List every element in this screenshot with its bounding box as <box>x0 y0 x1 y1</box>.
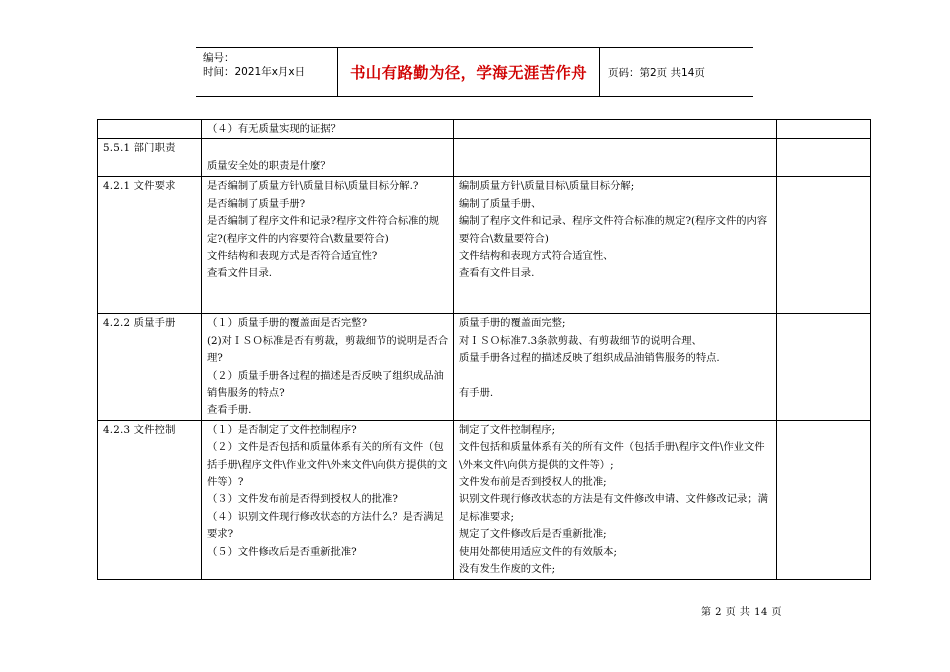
question-line: （１）质量手册的覆盖面是否完整? <box>207 317 367 330</box>
answer-line: 编制了质量手册、 <box>459 197 542 210</box>
question-cell <box>202 314 454 420</box>
audit-checklist-table <box>97 119 871 580</box>
section-label: 4.2.3 文件控制 <box>103 423 176 436</box>
remark-cell <box>777 420 871 579</box>
question-line: （５）文件修改后是否重新批准? <box>207 545 357 558</box>
answer-cell <box>454 420 777 579</box>
answer-line: 规定了文件修改后是否重新批准; <box>459 528 607 541</box>
table-row <box>98 139 871 177</box>
answer-line: 文件结构和表现方式符合适宜性、 <box>459 250 614 263</box>
answer-line: 有手册. <box>459 387 494 400</box>
section-cell <box>98 314 202 420</box>
question-line: （１）是否制定了文件控制程序? <box>207 423 357 436</box>
page-footer: 第 2 页 共 14 页 <box>701 607 782 618</box>
answer-line: 编制了程序文件和记录、程序文件符合标准的规定?(程序文件的内容要符合\数量要符合) <box>459 215 768 245</box>
answer-line: 编制质量方针\质量目标\质量目标分解; <box>459 180 635 193</box>
header-meta <box>196 48 338 96</box>
answer-line: 质量手册的覆盖面完整; <box>459 317 566 330</box>
section-cell <box>98 177 202 314</box>
question-line: 查看手册. <box>207 404 252 417</box>
section-cell <box>98 139 202 177</box>
question-line: （３）文件发布前是否得到授权人的批准? <box>207 493 398 506</box>
answer-cell <box>454 139 777 177</box>
answer-cell <box>454 120 777 139</box>
section-cell <box>98 420 202 579</box>
answer-cell <box>454 177 777 314</box>
question-line: 质量安全处的职责是什麼？ <box>207 159 331 172</box>
question-line: (2)对ＩＳＯ标准是否有剪裁，剪裁细节的说明是否合理? <box>207 334 449 365</box>
question-line: 文件结构和表现方式是否符合适宜性? <box>207 250 378 263</box>
section-cell <box>98 120 202 139</box>
page-indicator: 页码：第2页 共14页 <box>608 66 705 79</box>
table-row <box>98 120 871 139</box>
time-label: 时间：2021年x月x日 <box>203 66 306 78</box>
table-row <box>98 177 871 314</box>
section-label: 5.5.1 部门职责 <box>103 142 176 155</box>
question-line: 是否编制了质量手册? <box>207 197 306 210</box>
answer-line <box>459 368 772 385</box>
answer-line: 查看有文件目录. <box>459 267 535 280</box>
header-motto-cell <box>338 48 600 96</box>
section-label: 4.2.2 质量手册 <box>103 317 176 330</box>
question-cell <box>202 177 454 314</box>
answer-cell <box>454 314 777 420</box>
question-cell <box>202 120 454 139</box>
number-label: 编号： <box>203 52 235 64</box>
table-row <box>98 314 871 420</box>
section-label: 4.2.1 文件要求 <box>103 180 176 193</box>
remark-cell <box>777 177 871 314</box>
remark-cell <box>777 314 871 420</box>
remark-cell <box>777 120 871 139</box>
answer-line: 识别文件现行修改状态的方法是有文件修改申请、文件修改记录；满足标准要求; <box>459 493 768 523</box>
document-header <box>196 47 753 97</box>
question-line: 是否编制了程序文件和记录?程序文件符合标准的规定?(程序文件的内容要符合\数量要符合) <box>207 215 440 245</box>
question-cell <box>202 420 454 579</box>
answer-line: 质量手册各过程的描述反映了组织成品油销售服务的特点. <box>459 352 720 365</box>
answer-line: 文件发布前是否到授权人的批准; <box>459 476 607 489</box>
answer-line: 对ＩＳＯ标准7.3条款剪裁、有剪裁细节的说明合理、 <box>459 334 702 347</box>
question-line: （２）质量手册各过程的描述是否反映了组织成品油销售服务的特点? <box>207 369 444 400</box>
answer-line: 使用处都使用适应文件的有效版本; <box>459 545 617 558</box>
answer-line: 没有发生作废的文件; <box>459 563 556 576</box>
question-line: 是否编制了质量方针\质量目标\质量目标分解.? <box>207 180 419 193</box>
question-cell <box>202 139 454 177</box>
answer-line: 制定了文件控制程序; <box>459 423 556 436</box>
remark-cell <box>777 139 871 177</box>
question-line: （４）有无质量实现的证据？ <box>207 123 341 135</box>
motto-text: 书山有路勤为径，学海无涯苦作舟 <box>349 63 587 82</box>
answer-line: 文件包括和质量体系有关的所有文件（包括手册\程序文件\作业文件\外来文件\向供方提供的文件等）; <box>459 441 765 471</box>
table-row <box>98 420 871 579</box>
question-line: 查看文件目录. <box>207 267 273 280</box>
question-line: （２）文件是否包括和质量体系有关的所有文件（包括手册\程序文件\作业文件\外来文件\向供方提供的文件等）? <box>207 441 448 489</box>
question-line: （４）识别文件现行修改状态的方法什么？是否满足要求? <box>207 510 444 541</box>
question-line <box>207 140 449 157</box>
